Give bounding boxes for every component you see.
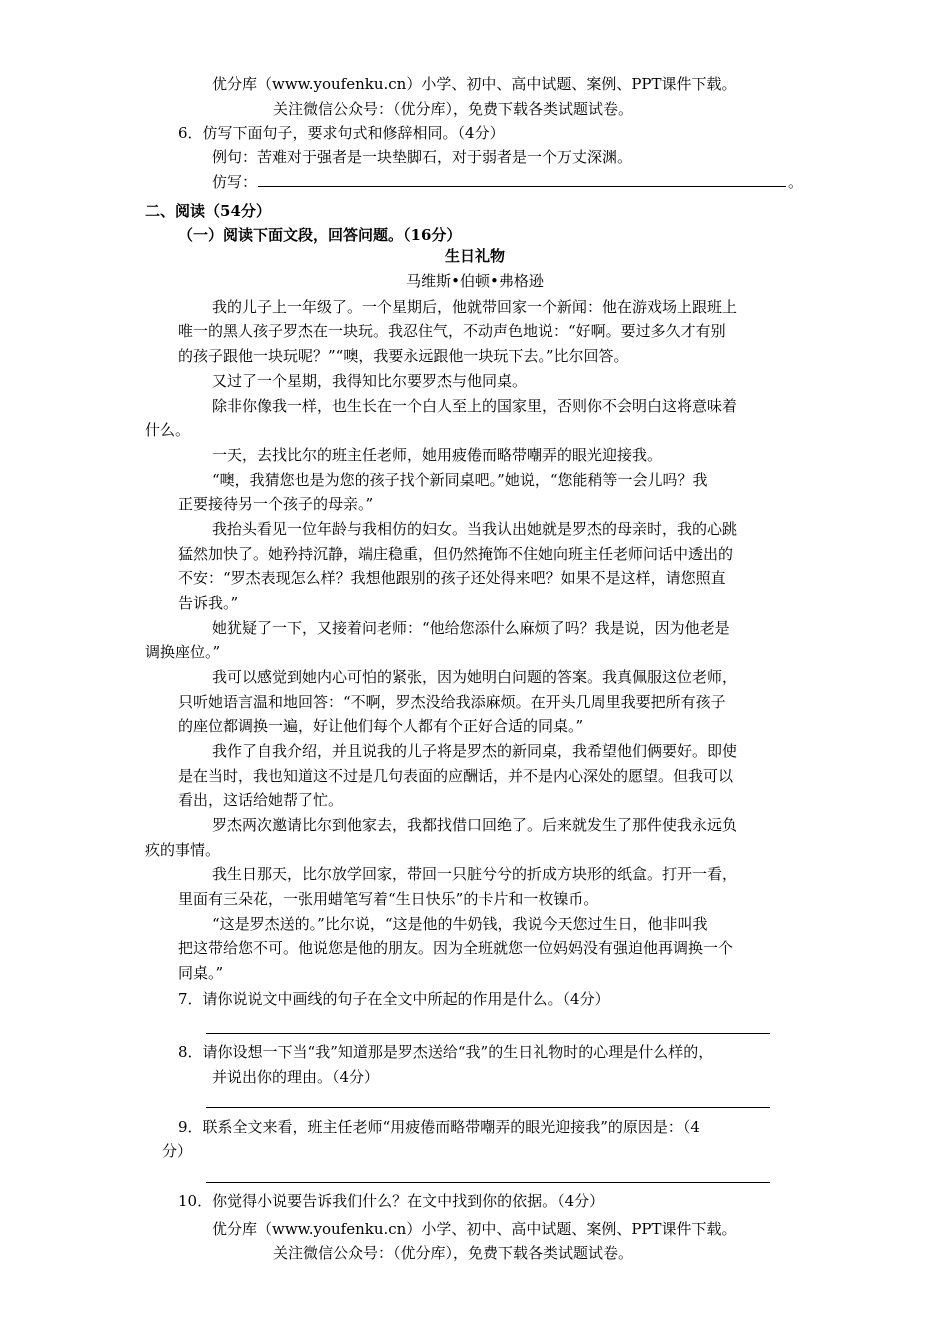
article-line: 我生日那天，比尔放学回家，带回一只脏兮兮的折成方块形的纸盒。打开一看， [212,865,738,883]
article-line: 的座位都调换一遍，好让他们每个人都有个正好合适的同桌。” [178,717,584,735]
footer-line-1: 优分库（www.youfenku.cn）小学、初中、高中试题、案例、PPT课件下载。 [212,1220,737,1238]
article-line: 疚的事情。 [145,841,221,859]
article-line: 我抬头看见一位年龄与我相仿的妇女。当我认出她就是罗杰的母亲时，我的心跳 [212,520,738,538]
question-6-prompt: 6．仿写下面句子，要求句式和修辞相同。（4分） [178,124,505,142]
article-line: 里面有三朵花，一张用蜡笔写着“生日快乐”的卡片和一枚镍币。 [178,890,599,908]
question-9-answer-line[interactable] [206,1182,770,1183]
article-line: 唯一的黑人孩子罗杰在一块玩。我忍住气，不动声色地说：“好啊。要过多久才有别 [178,322,726,340]
article-line: 又过了一个星期，我得知比尔要罗杰与他同桌。 [212,372,528,390]
article-line: “噢，我猜您也是为您的孩子找个新同桌吧。”她说，“您能稍等一会儿吗？我 [212,471,708,489]
article-line: 的孩子跟他一块玩呢？”“噢，我要永远跟他一块玩下去。”比尔回答。 [178,347,629,365]
article-line: 把这带给您不可。他说您是他的朋友。因为全班就您一位妈妈没有强迫他再调换一个 [178,939,734,957]
article-line: 只听她语言温和地回答：“不啊，罗杰没给我添麻烦。在开头几周里我要把所有孩子 [178,693,726,711]
section-2-subtitle: （一）阅读下面文段，回答问题。（16分） [178,226,462,244]
article-line: 我的儿子上一年级了。一个星期后，他就带回家一个新闻：他在游戏场上跟班上 [212,298,738,316]
header-line-2: 关注微信公众号：（优分库），免费下载各类试题试卷。 [273,100,634,118]
article-line: 告诉我。” [178,594,239,612]
article-line: 调换座位。” [145,643,221,661]
article-line: 不安：“罗杰表现怎么样？我想他跟别的孩子还处得来吧？如果不是这样，请您照直 [178,569,726,587]
article-line: 一天，去找比尔的班主任老师，她用疲倦而略带嘲弄的眼光迎接我。 [212,446,663,464]
section-2-title: 二、阅读（54分） [145,202,271,220]
article-line: 罗杰两次邀请比尔到他家去，我都找借口回绝了。后来就发生了那件使我永远负 [212,816,738,834]
article-line: 同桌。” [178,964,224,982]
article-title: 生日礼物 [444,247,505,265]
question-8-line-1: 8．请你设想一下当“我”知道那是罗杰送给“我”的生日礼物时的心理是什么样的， [178,1043,714,1061]
question-8-line-2: 并说出你的理由。（4分） [212,1068,380,1086]
article-line: 猛然加快了。她矜持沉静，端庄稳重，但仍然掩饰不住她向班主任老师问话中透出的 [178,545,734,563]
article-line: 我作了自我介绍，并且说我的儿子将是罗杰的新同桌，我希望他们俩要好。即使 [212,742,738,760]
article-line: 是在当时，我也知道这不过是几句表面的应酬话，并不是内心深处的愿望。但我可以 [178,767,734,785]
article-line: 看出，这话给她帮了忙。 [178,791,344,809]
question-6-end-mark: 。 [788,173,804,191]
question-9-line-2: 分） [162,1142,193,1160]
article-author: 马维斯•伯顿•弗格逊 [406,272,544,290]
question-7: 7．请你说说文中画线的句子在全文中所起的作用是什么。（4分） [178,990,610,1008]
article-line: 正要接待另一个孩子的母亲。” [178,495,374,513]
question-7-answer-line[interactable] [206,1033,770,1034]
article-line: 她犹疑了一下，又接着问老师：“他给您添什么麻烦了吗？我是说，因为他老是 [212,619,730,637]
question-10: 10．你觉得小说要告诉我们什么？在文中找到你的依据。（4分） [178,1192,605,1210]
header-line-1: 优分库（www.youfenku.cn）小学、初中、高中试题、案例、PPT课件下载。 [212,75,737,93]
article-line: “这是罗杰送的。”比尔说，“这是他的牛奶钱，我说今天您过生日，他非叫我 [212,915,708,933]
question-6-answer-line[interactable] [258,186,786,187]
article-line: 我可以感觉到她内心可怕的紧张，因为她明白问题的答案。我真佩服这位老师， [212,668,738,686]
question-6-example: 例句：苦难对于强者是一块垫脚石，对于弱者是一个万丈深渊。 [212,148,633,166]
footer-line-2: 关注微信公众号：（优分库），免费下载各类试题试卷。 [273,1244,634,1262]
question-8-answer-line[interactable] [206,1107,770,1108]
question-6-imitate-label: 仿写： [212,173,258,191]
article-line: 什么。 [145,421,191,439]
question-9-line-1: 9．联系全文来看，班主任老师“用疲倦而略带嘲弄的眼光迎接我”的原因是：（4 [178,1118,700,1136]
article-line: 除非你像我一样，也生长在一个白人至上的国家里，否则你不会明白这将意味着 [212,397,738,415]
